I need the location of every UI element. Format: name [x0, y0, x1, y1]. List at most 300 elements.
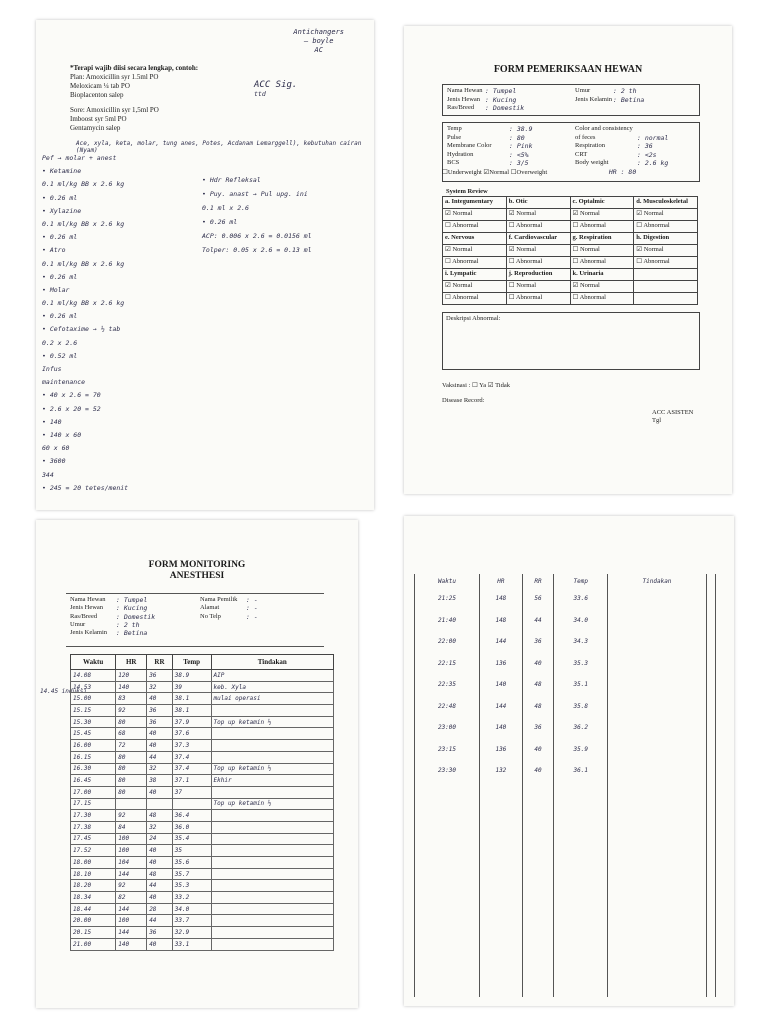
empty-row	[415, 954, 716, 976]
note-line: • Molar	[42, 285, 70, 294]
table-cell: 33.7	[172, 915, 211, 927]
col-header: Waktu	[415, 574, 480, 588]
table-cell: 84	[116, 821, 147, 833]
table-cell: 16.00	[71, 740, 116, 752]
table-cell: 92	[116, 705, 147, 717]
body-condition-checks	[442, 168, 636, 177]
table-row	[71, 927, 334, 939]
empty-cell	[706, 889, 715, 911]
table-cell: 136	[480, 653, 523, 675]
patient-info	[66, 593, 324, 647]
table-cell: 40	[147, 728, 173, 740]
body-checks-label: ☐Underweight ☑Normal ☐Overweight	[442, 169, 548, 176]
table-row	[443, 269, 698, 281]
table-cell: ☐ Abnormal	[443, 221, 507, 233]
table-cell: 140	[480, 717, 523, 739]
assistant-approval	[652, 409, 693, 425]
table-row	[71, 892, 334, 904]
table-cell: AIP	[211, 670, 334, 682]
table-cell: 40	[522, 653, 554, 675]
table-row	[443, 221, 698, 233]
table-cell	[211, 728, 334, 740]
empty-cell	[522, 846, 554, 868]
info-right	[200, 596, 258, 621]
note-line: • 245 = 20 tetes/menit	[42, 483, 129, 492]
empty-cell	[554, 954, 608, 976]
empty-cell	[522, 825, 554, 847]
vital-key: of feces	[575, 133, 596, 141]
table-cell: 22:15	[415, 653, 480, 675]
table-cell: 36.0	[172, 821, 211, 833]
table-cell	[211, 740, 334, 752]
table-cell	[706, 631, 715, 653]
table-row	[415, 760, 716, 782]
handwritten-notes-sheet	[36, 20, 374, 510]
table-cell: 100	[116, 915, 147, 927]
table-cell: 48	[147, 810, 173, 822]
empty-row	[415, 803, 716, 825]
table-row	[415, 717, 716, 739]
table-row	[443, 293, 698, 305]
note-line: Infus	[42, 365, 62, 373]
vital-value: : <5%	[509, 150, 529, 159]
info-value: : 2 th	[116, 620, 140, 629]
empty-cell	[554, 846, 608, 868]
table-cell: ☑ Normal	[443, 209, 507, 221]
table-cell: 35.4	[172, 833, 211, 845]
table-cell: Top up ketamin ½	[211, 716, 334, 728]
table-cell	[116, 798, 147, 810]
table-cell: 22:48	[415, 696, 480, 718]
table-cell	[706, 653, 715, 675]
table-cell: ☑ Normal	[634, 245, 698, 257]
info-key: No Telp	[200, 612, 221, 620]
note-line: • 40 x 2.6 = 70	[42, 391, 101, 400]
table-cell: 35.1	[554, 674, 608, 696]
empty-cell	[522, 782, 554, 804]
table-row	[71, 740, 334, 752]
table-cell: 17.15	[71, 798, 116, 810]
table-row	[71, 845, 334, 857]
empty-row	[415, 846, 716, 868]
empty-cell	[480, 825, 523, 847]
col-header	[706, 574, 715, 588]
note-line: 0.2 x 2.6	[42, 338, 78, 347]
info-key: Jenis Kelamin	[70, 629, 108, 637]
table-cell: 23:00	[415, 717, 480, 739]
empty-cell	[480, 911, 523, 933]
info-value: : Betina	[613, 95, 645, 104]
info-value: : Betina	[116, 629, 148, 638]
table-row	[71, 821, 334, 833]
table-cell: 72	[116, 740, 147, 752]
table-cell: 14.08	[71, 670, 116, 682]
note-line: 0.1 ml/kg BB x 2.6 kg	[42, 219, 125, 228]
table-cell: 92	[116, 810, 147, 822]
col-header: RR	[147, 655, 173, 670]
table-row	[71, 903, 334, 915]
empty-cell	[608, 889, 707, 911]
table-cell: a. Integumentary	[443, 197, 507, 209]
empty-cell	[554, 803, 608, 825]
empty-cell	[415, 868, 480, 890]
table-cell: b. Otic	[506, 197, 570, 209]
vital-value: : <2s	[637, 150, 657, 159]
note-line: • Hdr Refleksal	[202, 176, 261, 184]
note-line: • Puy. anast → Pul upg. ini	[202, 190, 308, 198]
note-line: • Xylazine	[42, 206, 82, 215]
col-header: HR	[116, 655, 147, 670]
empty-cell	[480, 846, 523, 868]
table-cell: 20.15	[71, 927, 116, 939]
table-cell: 39	[172, 681, 211, 693]
table-cell: 28	[147, 903, 173, 915]
table-cell: c. Optalmic	[570, 197, 634, 209]
table-row	[71, 670, 334, 682]
table-cell: 40	[147, 693, 173, 705]
vital-key: Hydration	[447, 150, 474, 158]
table-cell: mulai operasi	[211, 693, 334, 705]
info-key: Nama Pemilik	[200, 596, 238, 603]
empty-cell	[706, 932, 715, 954]
table-cell: e. Nervous	[443, 233, 507, 245]
table-cell: 36.2	[554, 717, 608, 739]
table-cell: ☐ Abnormal	[570, 293, 634, 305]
table-cell	[706, 610, 715, 632]
info-value: : -	[246, 596, 258, 604]
note-line: • 140	[42, 417, 62, 426]
table-cell: j. Reproduction	[506, 269, 570, 281]
info-left	[447, 87, 524, 113]
table-cell: 32	[147, 821, 173, 833]
empty-row	[415, 932, 716, 954]
table-row	[71, 868, 334, 880]
table-cell	[608, 739, 707, 761]
empty-cell	[608, 846, 707, 868]
table-cell: 48	[522, 696, 554, 718]
therapy-line: Sore: Amoxicillin syr 1,5ml PO	[70, 106, 159, 114]
table-row	[443, 245, 698, 257]
acc-asisten-label: ACC ASISTEN	[652, 409, 694, 416]
empty-cell	[415, 911, 480, 933]
top-right-notes	[293, 28, 344, 55]
acc-sub: ttd	[254, 90, 266, 98]
note-line: 0.1 ml/kg BB x 2.6 kg	[42, 259, 125, 268]
table-cell: 40	[147, 740, 173, 752]
empty-cell	[480, 954, 523, 976]
table-cell: 92	[116, 880, 147, 892]
table-cell: 104	[116, 857, 147, 869]
table-cell: 40	[147, 845, 173, 857]
table-cell: ☑ Normal	[570, 209, 634, 221]
empty-cell	[608, 825, 707, 847]
table-cell: 132	[480, 760, 523, 782]
table-row	[443, 197, 698, 209]
note-line: maintenance	[42, 378, 86, 387]
acc-label: ACC Sig.	[254, 80, 298, 90]
vitals-left	[447, 125, 532, 168]
info-key: Ras/Breed	[70, 612, 98, 620]
table-cell: 40	[147, 857, 173, 869]
table-cell: 34.3	[554, 631, 608, 653]
table-row	[415, 696, 716, 718]
empty-cell	[706, 911, 715, 933]
table-row	[71, 705, 334, 717]
empty-cell	[522, 975, 554, 997]
table-row	[71, 857, 334, 869]
table-cell: 100	[116, 833, 147, 845]
empty-cell	[415, 975, 480, 997]
info-key: Jenis Kelamin	[575, 95, 613, 103]
table-cell: 44	[147, 751, 173, 763]
top-note: — boyle	[303, 37, 334, 45]
table-cell: ☐ Abnormal	[506, 293, 570, 305]
table-cell	[211, 938, 334, 950]
empty-row	[415, 889, 716, 911]
table-cell: 34.0	[172, 903, 211, 915]
table-cell	[211, 857, 334, 869]
table-cell: 21.00	[71, 938, 116, 950]
empty-cell	[480, 868, 523, 890]
table-cell	[608, 760, 707, 782]
table-cell	[211, 880, 334, 892]
table-cell: 37.4	[172, 751, 211, 763]
col-header: Tindakan	[211, 655, 334, 670]
empty-cell	[522, 911, 554, 933]
therapy-line: Bioplacenton salep	[70, 91, 124, 99]
table-cell: 36.4	[172, 810, 211, 822]
table-cell: ☑ Normal	[443, 281, 507, 293]
table-cell: 80	[116, 751, 147, 763]
top-note: Antichangers	[293, 28, 344, 36]
table-cell	[172, 798, 211, 810]
table-cell	[211, 915, 334, 927]
empty-cell	[706, 782, 715, 804]
table-cell: 37.3	[172, 740, 211, 752]
table-row	[71, 915, 334, 927]
empty-cell	[480, 889, 523, 911]
vital-value: : normal	[637, 133, 669, 142]
table-cell: 32	[147, 763, 173, 775]
table-cell: 15.30	[71, 716, 116, 728]
empty-row	[415, 911, 716, 933]
note-line: • 140 x 60	[42, 430, 82, 439]
table-cell	[608, 631, 707, 653]
table-cell: 33.6	[554, 588, 608, 610]
table-row	[71, 681, 334, 693]
deskripsi-label: Deskripsi Abnormal:	[446, 315, 501, 322]
note-line: • 0.26 ml	[42, 193, 78, 202]
table-row	[415, 674, 716, 696]
top-note: AC	[314, 46, 323, 54]
table-cell: 68	[116, 728, 147, 740]
table-cell	[211, 786, 334, 798]
table-row	[71, 833, 334, 845]
empty-cell	[608, 868, 707, 890]
empty-cell	[415, 782, 480, 804]
empty-cell	[706, 825, 715, 847]
info-value: : -	[246, 612, 258, 621]
table-cell: 36.1	[554, 760, 608, 782]
col-header: RR	[522, 574, 554, 588]
vital-value: : 2.6 kg	[637, 159, 669, 167]
empty-cell	[608, 782, 707, 804]
empty-cell	[415, 825, 480, 847]
empty-cell	[554, 975, 608, 997]
note-line: 0.1 ml/kg BB x 2.6 kg	[42, 180, 125, 189]
empty-cell	[554, 782, 608, 804]
table-cell: 140	[116, 938, 147, 950]
table-cell: ☑ Normal	[506, 245, 570, 257]
empty-cell	[706, 868, 715, 890]
table-cell: 48	[522, 674, 554, 696]
system-review-table	[442, 196, 698, 305]
table-cell: 35.7	[172, 868, 211, 880]
table-cell: 14.53	[71, 681, 116, 693]
empty-cell	[522, 803, 554, 825]
table-row	[71, 786, 334, 798]
table-cell	[634, 269, 698, 281]
col-header: Tindakan	[608, 574, 707, 588]
table-cell: i. Lympatic	[443, 269, 507, 281]
table-cell	[211, 751, 334, 763]
table-cell: 148	[480, 610, 523, 632]
table-cell: 120	[116, 670, 147, 682]
info-key: Nama Hewan	[447, 87, 483, 94]
table-row	[415, 588, 716, 610]
empty-cell	[480, 782, 523, 804]
info-key: Ras/Breed	[447, 104, 475, 111]
vital-value: : Pink	[509, 142, 533, 150]
table-cell: 38	[147, 775, 173, 787]
note-line: • Atro	[42, 246, 66, 255]
note-line: • 0.26 ml	[42, 312, 78, 321]
table-cell: ☐ Abnormal	[506, 221, 570, 233]
table-cell: 40	[522, 760, 554, 782]
note-line: Pef → molar + anest	[42, 154, 117, 162]
table-cell: 33.2	[172, 892, 211, 904]
table-cell: 140	[116, 681, 147, 693]
table-cell: 36	[147, 670, 173, 682]
empty-cell	[706, 954, 715, 976]
table-cell: h. Digestion	[634, 233, 698, 245]
note-line: 0.1 ml/kg BB x 2.6 kg	[42, 299, 125, 308]
table-cell	[706, 717, 715, 739]
table-cell: 16.30	[71, 763, 116, 775]
drug-list-note: Ace, xyla, keta, molar, tung anes, Potes, Acdanam Lemarggell), kebutuhan cairan (Nyam)	[76, 140, 362, 154]
table-cell: ☐ Abnormal	[443, 257, 507, 269]
system-review-title: System Review	[446, 188, 488, 195]
therapy-instructions	[70, 64, 300, 133]
table-cell: 44	[147, 880, 173, 892]
col-header: Temp	[172, 655, 211, 670]
table-cell: 80	[116, 716, 147, 728]
vital-value: : 3/5	[509, 159, 529, 167]
table-cell: ☐ Abnormal	[443, 293, 507, 305]
table-cell: 80	[116, 763, 147, 775]
table-cell: 100	[116, 845, 147, 857]
note-line: 344	[42, 470, 54, 479]
table-cell	[211, 705, 334, 717]
info-key: Umur	[575, 87, 591, 94]
table-row	[71, 763, 334, 775]
table-cell: 22:35	[415, 674, 480, 696]
table-cell	[147, 798, 173, 810]
empty-cell	[608, 911, 707, 933]
info-value: : Domestik	[485, 104, 525, 112]
table-cell: 35	[172, 845, 211, 857]
therapy-line: Meloxicam ¼ tab PO	[70, 82, 130, 90]
note-line: 0.1 ml x 2.6	[202, 204, 249, 212]
table-cell: Ekhir	[211, 775, 334, 787]
right-dosage-notes	[202, 176, 367, 260]
hr-note: HR : 80	[608, 168, 637, 176]
table-cell: 40	[147, 892, 173, 904]
table-cell: 36	[147, 705, 173, 717]
table-cell: 22:00	[415, 631, 480, 653]
table-row	[443, 233, 698, 245]
info-key: Jenis Hewan	[447, 95, 481, 103]
table-cell	[706, 674, 715, 696]
table-cell: keb. Xyla	[211, 681, 334, 693]
table-cell: 80	[116, 786, 147, 798]
table-cell: 17.52	[71, 845, 116, 857]
table-cell: 36	[147, 927, 173, 939]
table-cell: 48	[147, 868, 173, 880]
table-row	[71, 775, 334, 787]
table-cell: 37.4	[172, 763, 211, 775]
info-value: : 2 th	[613, 87, 637, 95]
table-cell	[211, 892, 334, 904]
table-cell: ☑ Normal	[506, 209, 570, 221]
table-cell: 36	[147, 716, 173, 728]
title-line: ANESTHESI	[169, 571, 225, 581]
table-cell: 21:25	[415, 588, 480, 610]
table-cell: 148	[480, 588, 523, 610]
therapy-line: Gentamycin salep	[70, 124, 121, 132]
table-cell: ☐ Normal	[570, 245, 634, 257]
info-key: Umur	[70, 620, 86, 628]
induction-note: 14.45 induksi	[40, 688, 87, 695]
info-right	[575, 87, 644, 104]
table-cell: 17.45	[71, 833, 116, 845]
col-header: HR	[480, 574, 523, 588]
empty-cell	[608, 975, 707, 997]
table-cell: 35.3	[554, 653, 608, 675]
info-key: Alamat	[200, 604, 220, 612]
info-value: : Kucing	[116, 604, 148, 613]
tgl-label: Tgl	[652, 417, 662, 424]
table-row	[71, 810, 334, 822]
table-cell: 36	[522, 717, 554, 739]
table-cell: Top up ketamin ½	[211, 798, 334, 810]
examination-form-sheet	[404, 26, 732, 494]
table-cell: 32.9	[172, 927, 211, 939]
therapy-title: *Terapi wajib diisi secara lengkap, contoh:	[70, 64, 199, 72]
table-row	[415, 610, 716, 632]
table-cell	[211, 821, 334, 833]
table-cell: d. Musculoskeletal	[634, 197, 698, 209]
table-cell: 24	[147, 833, 173, 845]
empty-cell	[522, 932, 554, 954]
table-cell: 18.44	[71, 903, 116, 915]
vital-value: : 80	[509, 133, 525, 142]
table-row	[443, 281, 698, 293]
table-cell	[211, 810, 334, 822]
info-value: : -	[246, 604, 258, 613]
table-cell	[211, 868, 334, 880]
monitoring-continuation-sheet	[404, 516, 734, 1006]
